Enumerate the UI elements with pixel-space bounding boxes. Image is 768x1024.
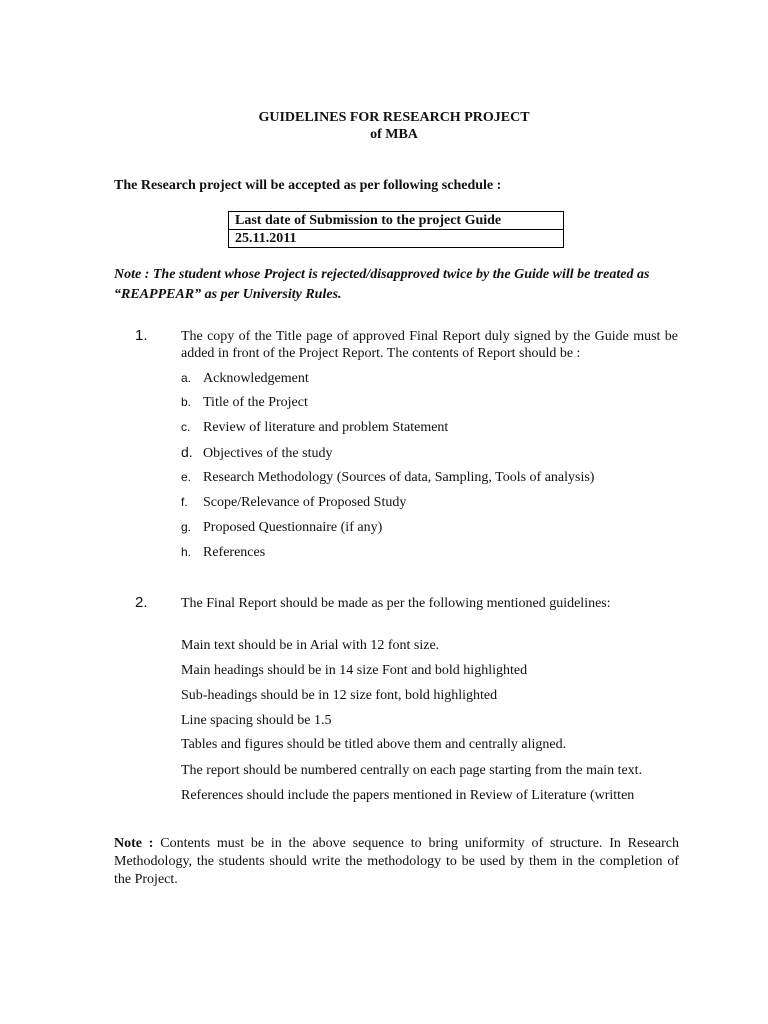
list-item-letter: c. xyxy=(181,420,191,434)
list-item-text: Acknowledgement xyxy=(203,371,309,386)
guideline-item: The report should be numbered centrally on each page starting from the main text. xyxy=(181,763,643,778)
guideline-item: Sub-headings should be in 12 size font, bold highlighted xyxy=(181,688,498,703)
guideline-item: References should include the papers mentioned in Review of Literature (written xyxy=(181,788,635,803)
list-item-text: Scope/Relevance of Proposed Study xyxy=(203,495,407,510)
section-number: 1. xyxy=(135,327,148,344)
list-item xyxy=(181,469,594,486)
section-text: The Final Report should be made as per the following mentioned guidelines: xyxy=(181,596,611,611)
list-item xyxy=(181,494,406,511)
document-title: GUIDELINES FOR RESEARCH PROJECT xyxy=(258,110,530,125)
list-item xyxy=(181,370,309,387)
guideline-item: Line spacing should be 1.5 xyxy=(181,713,332,728)
section-number: 2. xyxy=(135,594,148,611)
list-item xyxy=(181,419,448,436)
note-text: Contents must be in the above sequence to bring uniformity of structure. In Research Methodology, the students should write the methodology to be used by them in the completion of the Project. xyxy=(114,836,679,887)
list-item xyxy=(181,444,332,462)
list-item-letter: b. xyxy=(181,395,192,409)
list-item-letter: h. xyxy=(181,545,192,559)
list-item-text: References xyxy=(203,545,266,560)
guideline-item: Tables and figures should be titled above them and centrally aligned. xyxy=(181,737,567,752)
list-item-letter: a. xyxy=(181,371,192,385)
list-item xyxy=(181,544,265,561)
list-item-text: Research Methodology (Sources of data, Sampling, Tools of analysis) xyxy=(203,470,595,485)
closing-note xyxy=(114,835,679,889)
document-subtitle: of MBA xyxy=(370,127,418,142)
note-label: Note : xyxy=(114,836,154,851)
list-item-text: Title of the Project xyxy=(203,395,308,410)
schedule-date-cell: 25.11.2011 xyxy=(229,230,564,248)
guideline-item: Main headings should be in 14 size Font and bold highlighted xyxy=(181,663,528,678)
table-row xyxy=(229,212,564,230)
schedule-heading: The Research project will be accepted as per following schedule : xyxy=(114,178,502,193)
schedule-table xyxy=(228,211,564,248)
list-item-letter: g. xyxy=(181,520,192,534)
schedule-header-cell: Last date of Submission to the project Guide xyxy=(229,212,564,230)
list-item-text: Review of literature and problem Statement xyxy=(203,420,449,435)
guideline-item: Main text should be in Arial with 12 font size. xyxy=(181,638,440,653)
list-item-letter: d. xyxy=(181,444,193,460)
list-item-letter: f. xyxy=(181,495,188,509)
list-item xyxy=(181,519,382,536)
table-row xyxy=(229,230,564,248)
rejection-note: Note : The student whose Project is rejected/disapproved twice by the Guide will be treated as “REAPPEAR” as per University Rules. xyxy=(114,267,650,302)
list-item xyxy=(181,394,308,411)
list-item-text: Objectives of the study xyxy=(203,446,333,461)
section-text: The copy of the Title page of approved Final Report duly signed by the Guide must be added in front of the Project Report. The contents of Report should be : xyxy=(181,329,678,361)
list-item-text: Proposed Questionnaire (if any) xyxy=(203,520,383,535)
list-item-letter: e. xyxy=(181,470,192,484)
